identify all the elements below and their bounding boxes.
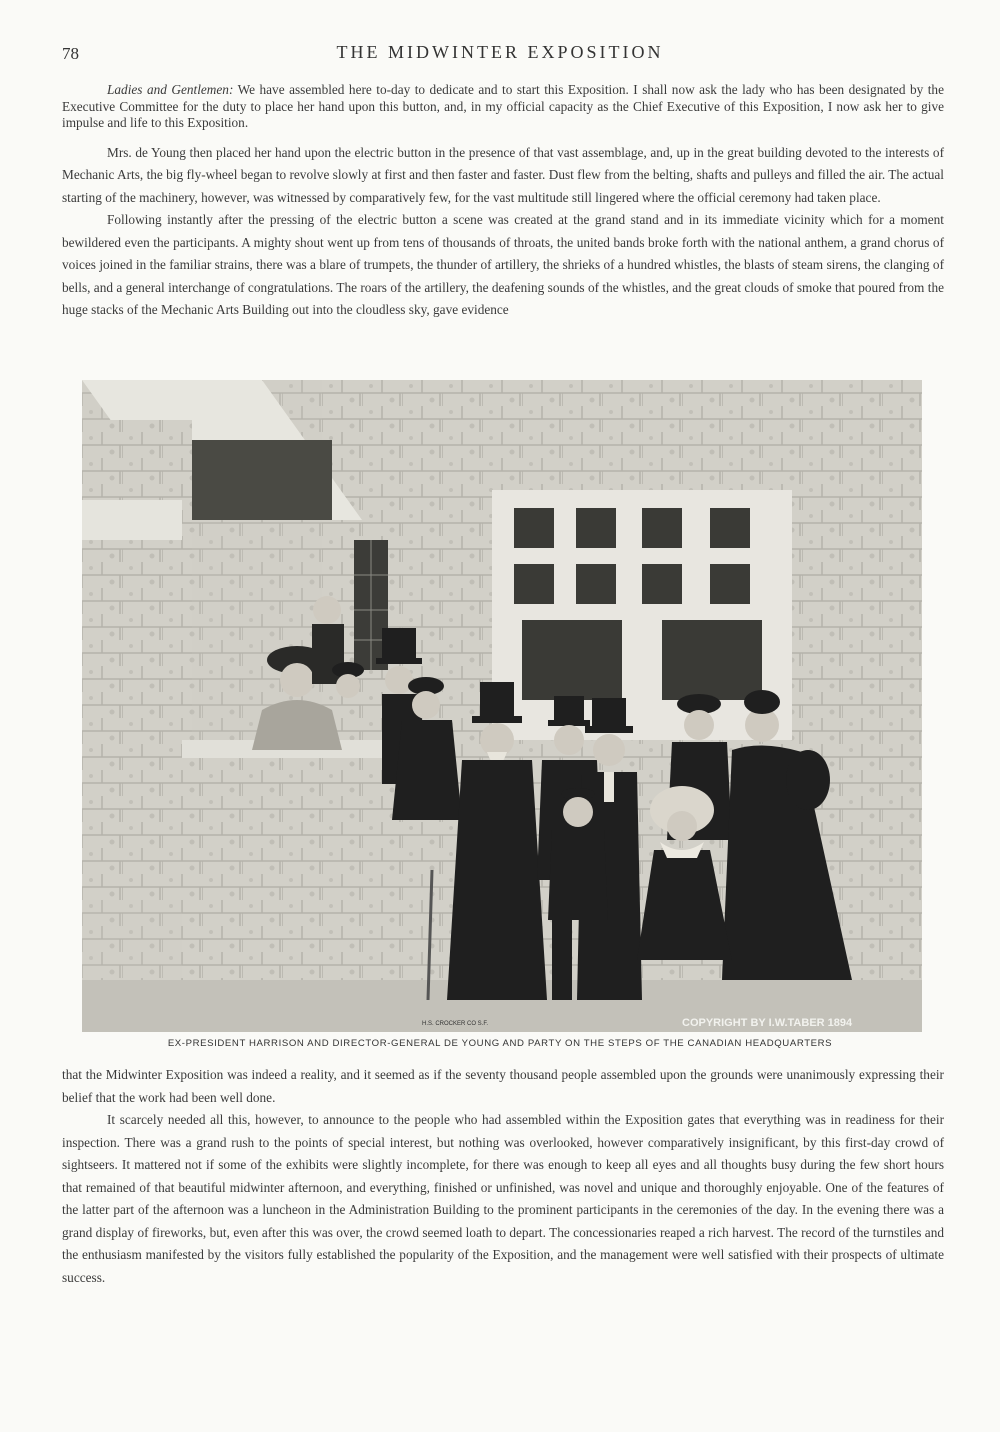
top-text-block (62, 82, 944, 322)
paragraph-speech (62, 82, 944, 132)
paragraph-inspection: It scarcely needed all this, however, to announce to the people who had assembled within the Exposition gates that everything was in readiness for their inspection. There was a grand rush to the points of special interest, but nothing was overlooked, however comparatively insignificant, by this first-day crowd of sightseers. It mattered not if some of the exhibits were slightly incomplete, for there was enough to keep all eyes and all thoughts busy during the few short hours that remained of that beautiful midwinter afternoon, and everything, finished or unfinished, was novel and unique and thoroughly enjoyable. One of the features of the latter part of the afternoon was a luncheon in the Administration Building to the prominent participants in the ceremonies of the day. In the evening there was a grand display of fireworks, but, even after this was over, the crowd seemed loath to depart. The concessionaries reaped a rich harvest. The record of the turnstiles and the enthusiasm manifested by the visitors fully established the popularity of the Exposition, and the management were well satisfied with their prospects of ultimate success. (62, 1112, 944, 1285)
paragraph-button: Mrs. de Young then placed her hand upon the electric button in the presence of that vast assemblage, and, up in the great building devoted to the interests of Mechanic Arts, the big fly-wheel began to revolve slowly at first and then faster and faster. Dust flew from the belting, shafts and pulleys and filled the air. The actual starting of the machinery, however, was witnessed by comparatively few, for the vast multitude still lingered where the official ceremony had taken place. (62, 144, 944, 205)
paragraph-celebration: Following instantly after the pressing of the electric button a scene was created at the grand stand and in its immediate vicinity which for a moment bewildered even the participants. A mighty shout went up from tens of thousands of throats, the united bands broke forth with the national anthem, a grand chorus of voices joined in the familiar strains, there was a blare of trumpets, the thunder of artillery, the shrieks of a hundred whistles, the blasts of steam sirens, the clanging of bells, and a general interchange of congratulations. The roars of the artillery, the deafening sounds of the whistles, and the great clouds of smoke that poured from the huge stacks of the Mechanic Arts Building out into the cloudless sky, gave evidence (62, 212, 944, 317)
page-number: 78 (62, 44, 79, 63)
running-title: THE MIDWINTER EXPOSITION (336, 42, 664, 62)
engraver-mark: H.S. CROCKER CO S.F. (422, 1021, 489, 1027)
salutation: Ladies and Gentlemen: (107, 82, 234, 97)
porch-shadow (182, 440, 332, 520)
speech-text: We have assembled here to-day to dedicate and to start this Exposition. I shall now ask the lady who has been designated by the Executive Committee for the duty to place her hand upon this button, and, in my official capacity as the Chief Executive of this Exposition, I now ask her to give impulse and life to this Exposition. (62, 82, 944, 130)
copyright-mark: COPYRIGHT BY I.W.TABER 1894 (682, 1017, 853, 1029)
bottom-text-block (62, 1064, 944, 1289)
photo-caption: EX-PRESIDENT HARRISON AND DIRECTOR-GENERAL DE YOUNG AND PARTY ON THE STEPS OF THE CANADIAN HEADQUARTERS (167, 1038, 833, 1049)
group-photograph (82, 380, 922, 1032)
paragraph-reality: that the Midwinter Exposition was indeed a reality, and it seemed as if the seventy thousand people assembled upon the grounds were unanimously expressing their belief that the work had been well done. (62, 1067, 944, 1105)
